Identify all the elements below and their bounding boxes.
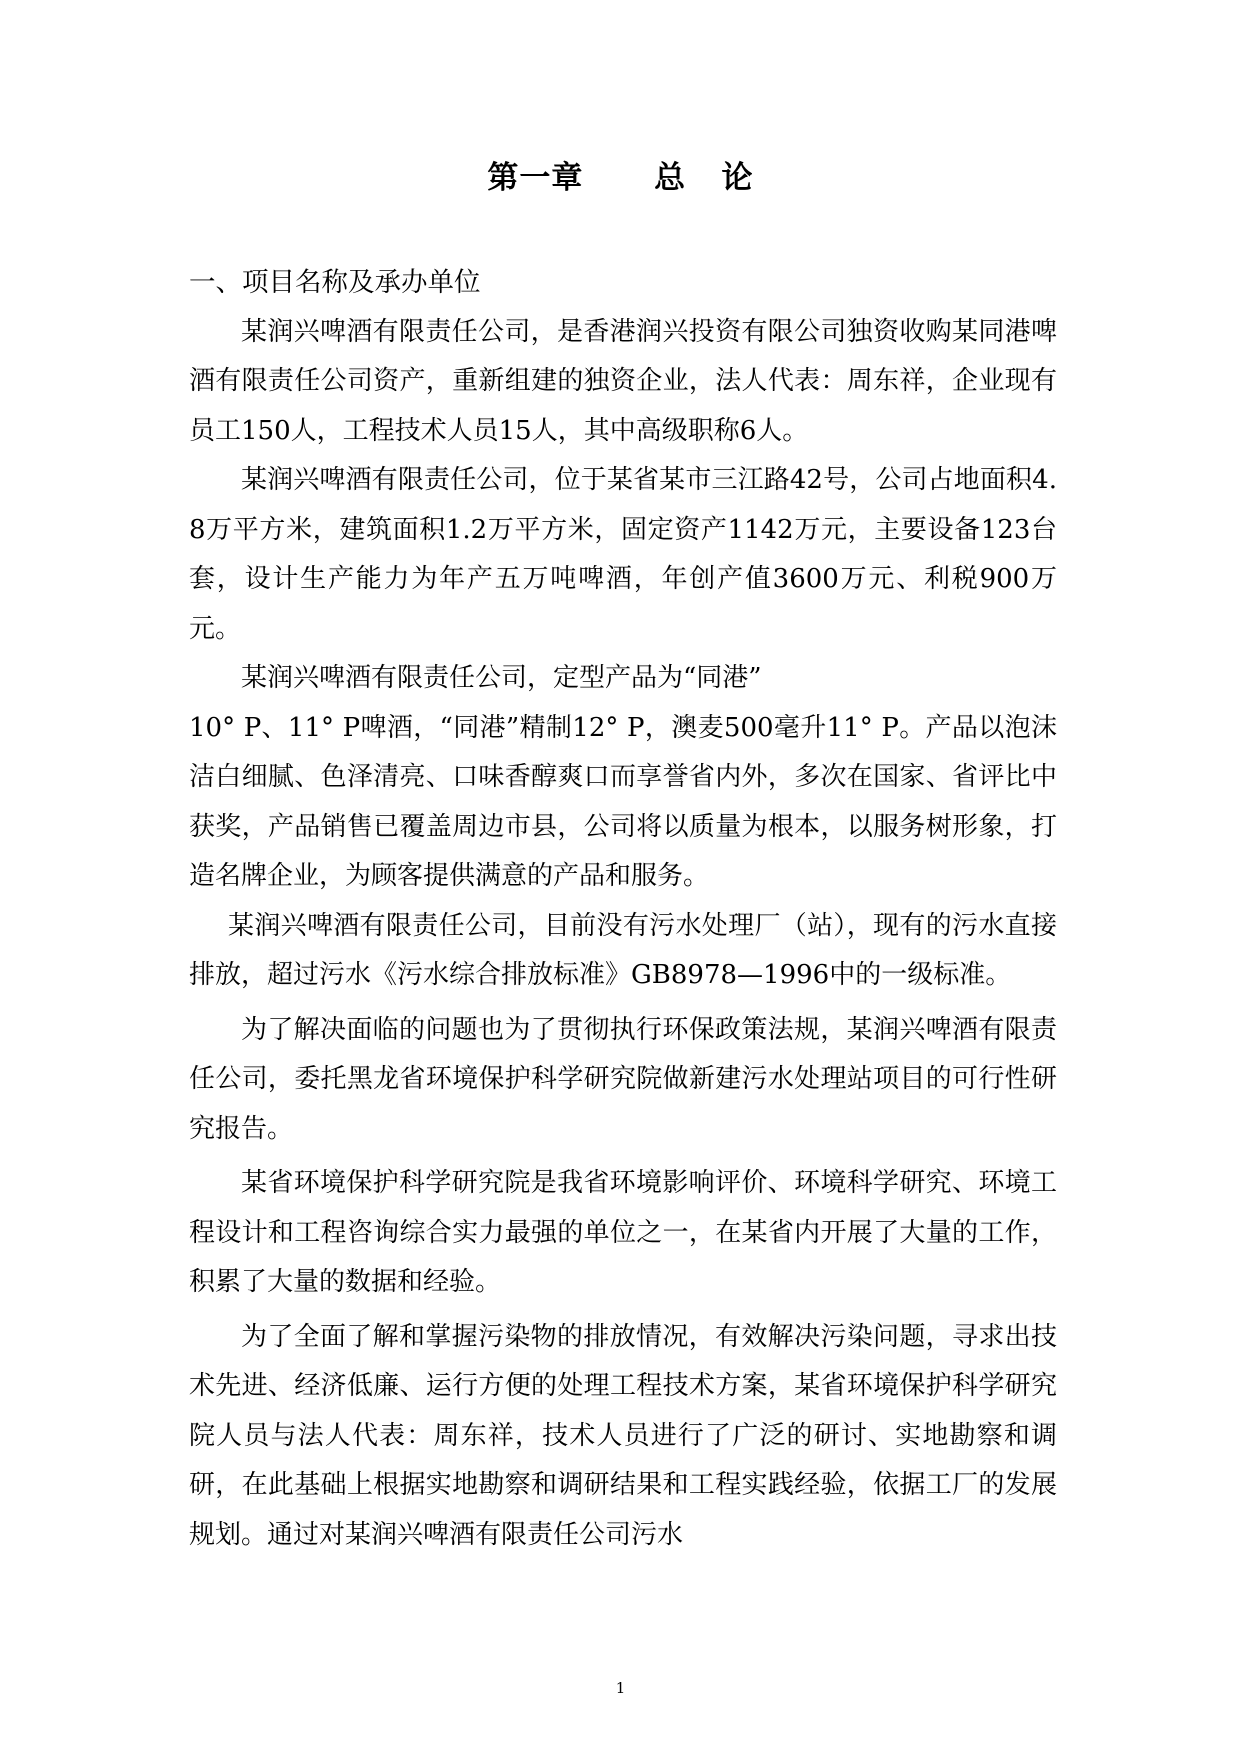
paragraph-commission: 为了解决面临的问题也为了贯彻执行环保政策法规，某润兴啤酒有限责任公司，委托黑龙省环境保护科学研究院做新建污水处理站项目的可行性研究报告。 [189,1014,1057,1144]
paragraph-company-intro: 某润兴啤酒有限责任公司，是香港润兴投资有限公司独资收购某同港啤酒有限责任公司资产，重新组建的独资企业，法人代表：周东祥，企业现有员工150人，工程技术人员15人，其中高级职称6人。 [189,316,1057,446]
paragraph-products-lead: 某润兴啤酒有限责任公司，定型产品为“同港” [241,663,762,693]
document-body [189,258,1057,1560]
page-number: 1 [615,1679,626,1697]
paragraph-company-location: 某润兴啤酒有限责任公司，位于某省某市三江路42号，公司占地面积4.8万平方米，建筑面积1.2万平方米，固定资产1142万元，主要设备123台套，设计生产能力为年产五万吨啤酒，年创产值3600万元、利税900万元。 [189,465,1057,644]
section-heading: 一、项目名称及承办单位 [189,267,481,298]
paragraph-institute: 某省环境保护科学研究院是我省环境影响评价、环境科学研究、环境工程设计和工程咨询综合实力最强的单位之一，在某省内开展了大量的工作，积累了大量的数据和经验。 [189,1168,1057,1297]
paragraph-products-detail: 10° P、11° P啤酒，“同港”精制12° P，澳麦500毫升11° P。产品以泡沫洁白细腻、色泽清亮、口味香醇爽口而享誉省内外，多次在国家、省评比中获奖，产品销售已覆盖周边市县，公司将以质量为根本，以服务树形象，打造名牌企业，为顾客提供满意的产品和服务。 [189,712,1057,891]
paragraph-investigation: 为了全面了解和掌握污染物的排放情况，有效解决污染问题，寻求出技术先进、经济低廉、运行方便的处理工程技术方案，某省环境保护科学研究院人员与法人代表：周东祥，技术人员进行了广泛的研讨、实地勘察和调研，在此基础上根据实地勘察和调研结果和工程实践经验，依据工厂的发展规划。通过对某润兴啤酒有限责任公司污水 [189,1321,1057,1550]
chapter-title: 第一章 总 论 [487,160,754,196]
paragraph-wastewater-status: 某润兴啤酒有限责任公司，目前没有污水处理厂（站），现有的污水直接排放，超过污水《污水综合排放标准》GB8978—1996中的一级标准。 [189,910,1057,990]
